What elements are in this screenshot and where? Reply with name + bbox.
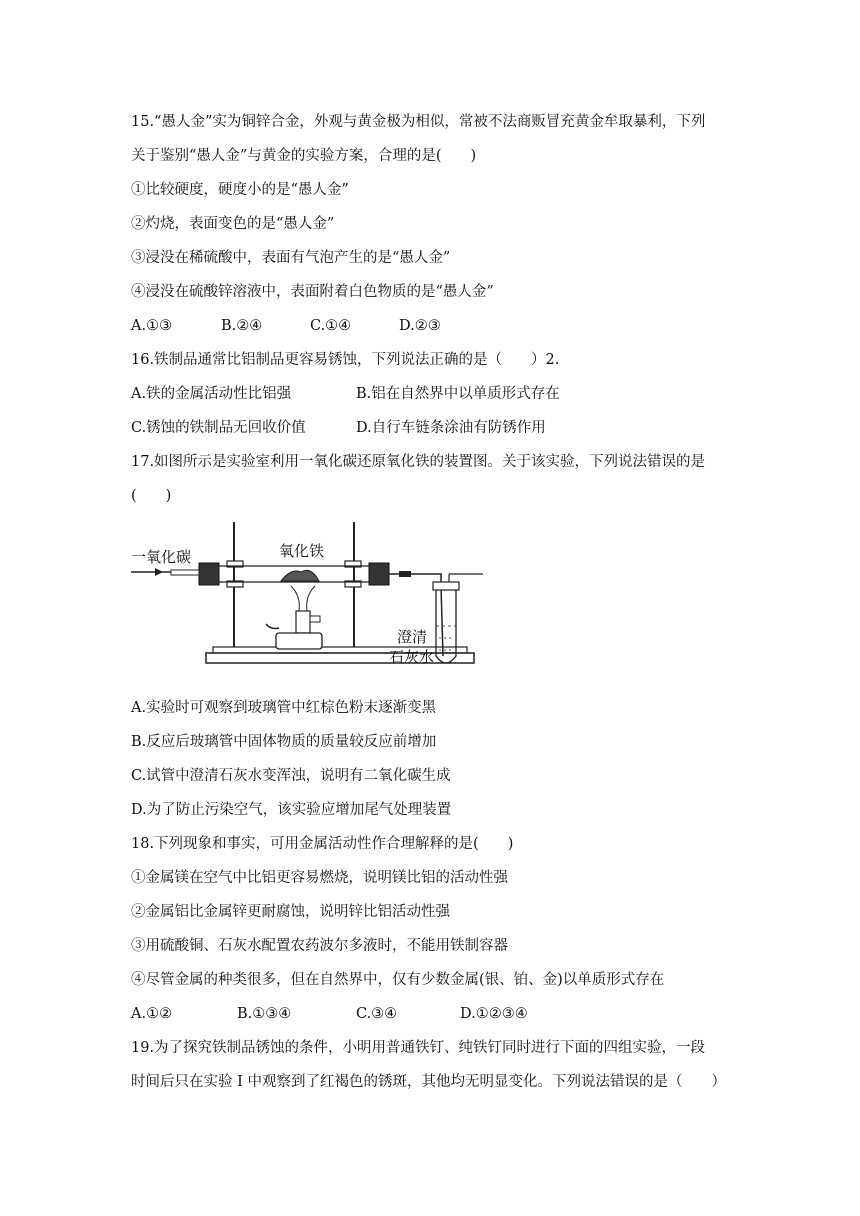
- q15-option-b: B.②④: [221, 318, 263, 334]
- q17-option-d: D.为了防止污染空气，该实验应增加尾气处理装置: [131, 802, 452, 818]
- q17-stem-line1: 17.如图所示是实验室利用一氧化碳还原氧化铁的装置图。关于该实验，下列说法错误的是: [131, 454, 706, 470]
- q15-stem-line1: 15.“愚人金”实为铜锌合金，外观与黄金极为相似，常被不法商贩冒充黄金牟取暴利，下列: [131, 114, 706, 130]
- q17-option-a: A.实验时可观察到玻璃管中红棕色粉末逐渐变黑: [131, 700, 437, 716]
- q16-option-d: D.自行车链条涂油有防锈作用: [356, 420, 546, 436]
- burner-valve: [310, 616, 320, 622]
- burner-handle: [266, 624, 279, 629]
- q15-option-a: A.①③: [131, 318, 173, 334]
- q18-item-1: ①金属镁在空气中比铝更容易燃烧，说明镁比铝的活动性强: [131, 870, 508, 886]
- q18-item-3: ③用硫酸铜、石灰水配置农药波尔多液时，不能用铁制容器: [131, 938, 508, 954]
- q15-option-d: D.②③: [399, 318, 441, 334]
- burner-base: [276, 633, 322, 649]
- q18-option-c: C.③④: [356, 1006, 398, 1022]
- q18-option-a: A.①②: [131, 1006, 173, 1022]
- outlet-connector: [399, 571, 411, 577]
- q15-option-c: C.①④: [310, 318, 352, 334]
- co-arrow-head: [155, 568, 163, 576]
- q16-stem: 16.铁制品通常比铝制品更容易锈蚀，下列说法正确的是（ ）2.: [131, 352, 560, 368]
- q16-option-c: C.锈蚀的铁制品无回收价值: [131, 420, 306, 436]
- co-reduction-apparatus-figure: [131, 516, 483, 676]
- right-stopper: [369, 563, 389, 585]
- q17-option-b: B.反应后玻璃管中固体物质的质量较反应前增加: [131, 734, 437, 750]
- q17-stem-line2: ( ): [131, 488, 172, 504]
- q16-option-b: B.铝在自然界中以单质形式存在: [356, 386, 560, 402]
- q15-item-1: ①比较硬度，硬度小的是“愚人金”: [131, 182, 349, 198]
- q15-item-2: ②灼烧，表面变色的是“愚人金”: [131, 216, 335, 232]
- iron-oxide-powder: [281, 570, 319, 581]
- label-limewater-1: 澄清: [397, 628, 428, 646]
- q16-option-a: A.铁的金属活动性比铝强: [131, 386, 292, 402]
- q19-stem-line1: 19.为了探究铁制品锈蚀的条件，小明用普通铁钉、纯铁钉同时进行下面的四组实验，一段: [131, 1040, 706, 1056]
- q18-option-d: D.①②③④: [460, 1006, 528, 1022]
- q15-stem-line2: 关于鉴别“愚人金”与黄金的实验方案，合理的是( ): [131, 148, 477, 164]
- inlet-tube: [171, 570, 199, 575]
- q19-stem-line2: 时间后只在实验 I 中观察到了红褐色的锈斑，其他均无明显变化。下列说法错误的是（ ）: [131, 1074, 726, 1090]
- q18-option-b: B.①③④: [237, 1006, 292, 1022]
- q17-option-c: C.试管中澄清石灰水变浑浊，说明有二氧化碳生成: [131, 768, 451, 784]
- q18-stem: 18.下列现象和事实，可用金属活动性作合理解释的是( ): [131, 836, 514, 852]
- label-fe2o3: 氧化铁: [279, 542, 325, 560]
- q15-item-3: ③浸没在稀硫酸中，表面有气泡产生的是“愚人金”: [131, 250, 451, 266]
- q15-item-4: ④浸没在硫酸锌溶液中，表面附着白色物质的是“愚人金”: [131, 284, 494, 300]
- burner-flame: [291, 586, 315, 611]
- left-stopper: [199, 563, 219, 585]
- q18-item-4: ④尽管金属的种类很多，但在自然界中，仅有少数金属(银、铂、金)以单质形式存在: [131, 972, 665, 988]
- q18-item-2: ②金属铝比金属锌更耐腐蚀，说明锌比铝活动性强: [131, 904, 450, 920]
- burner-stem: [296, 611, 310, 633]
- label-limewater-2: 石灰水: [389, 648, 435, 666]
- test-tube: [436, 590, 456, 663]
- test-tube-stopper: [433, 582, 459, 590]
- label-co: 一氧化碳: [131, 548, 192, 566]
